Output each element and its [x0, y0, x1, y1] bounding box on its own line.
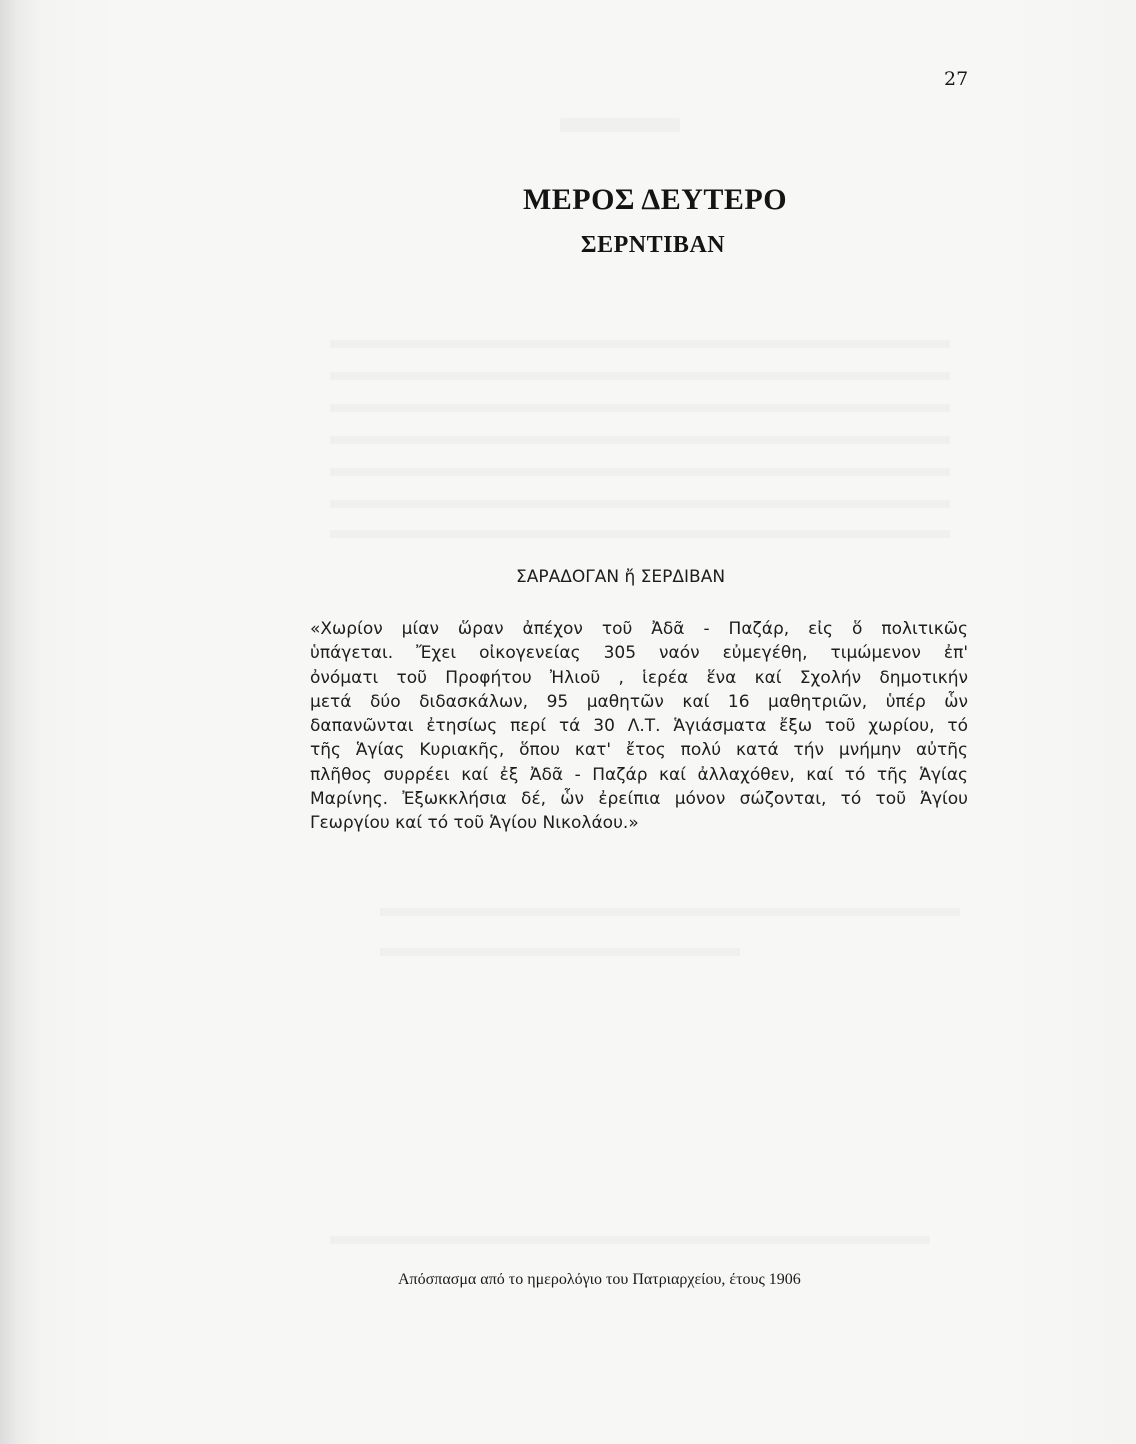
quote-line: «Χωρίον μίαν ὥραν ἀπέχον τοῦ Ἀδᾶ - Παζάρ, εἰς ὅ πολιτικῶς [310, 619, 968, 639]
quote-line: Γεωργίου καί τό τοῦ Ἁγίου Νικολάου.» [310, 813, 639, 834]
page-number: 27 [944, 68, 969, 90]
page-subtitle: ΣΕΡΝΤΙΒΑΝ [580, 232, 726, 258]
quote-line: ὀνόματι τοῦ Προφήτου Ἠλιοῦ , ἱερέα ἕνα καί Σχολήν δημοτικήν [310, 667, 968, 688]
quote-line: τῆς Ἁγίας Κυριακῆς, ὅπου κατ' ἔτος πολύ κατά τήν μνήμην αὐτῆς [310, 740, 968, 761]
quote-line: ὑπάγεται. Ἔχει οἰκογενείας 305 ναόν εὐμεγέθη, τιμώμενον ἐπ' [310, 643, 968, 664]
quote-line: δαπανῶνται ἐτησίως περί τά 30 Λ.Τ. Ἁγιάσματα ἔξω τοῦ χωρίου, τό [310, 716, 968, 737]
quote-line: πλῆθος συρρέει καί ἐξ Ἀδᾶ - Παζάρ καί ἀλλαχόθεν, καί τό τῆς Ἁγίας [310, 764, 968, 785]
section-heading: ΣΑΡΑΔΟΓΑΝ ἤ ΣΕΡΔΙΒΑΝ [516, 567, 726, 587]
source-caption: Απόσπασμα από το ημερολόγιο του Πατριαρχείου, έτους 1906 [398, 1271, 801, 1288]
quote-line: μετά δύο διδασκάλων, 95 μαθητῶν καί 16 μαθητριῶν, ὑπέρ ὧν [310, 691, 968, 712]
quote-line: Μαρίνης. Ἐξωκκλήσια δέ, ὧν ἐρείπια μόνον σώζονται, τό τοῦ Ἁγίου [310, 789, 968, 810]
quote-paragraph [310, 617, 968, 836]
page-title: ΜΕΡΟΣ ΔΕΥΤΕΡΟ [522, 183, 788, 216]
